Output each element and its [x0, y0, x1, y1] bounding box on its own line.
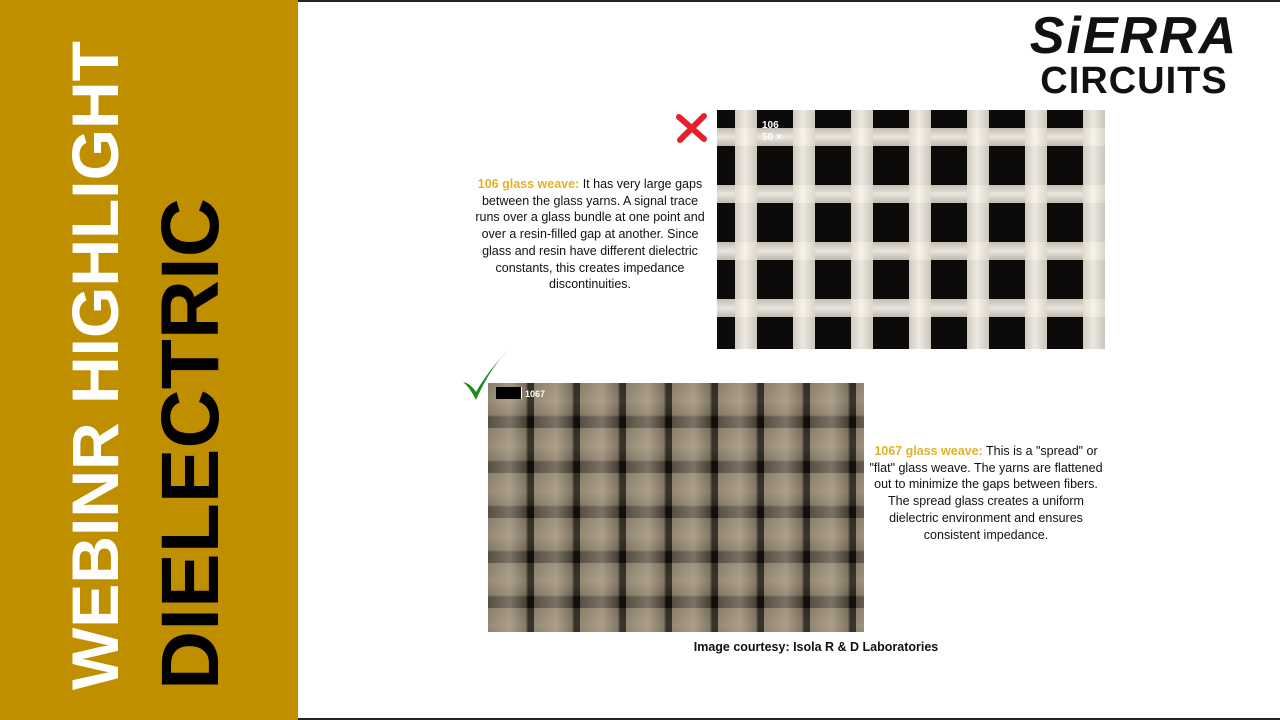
weave-1067-description	[866, 443, 1106, 543]
weave-1067-micrograph	[488, 383, 864, 632]
topic-heading: DIELECTRIC	[145, 198, 236, 690]
x-mark-icon	[674, 110, 710, 146]
weave-106-micrograph	[717, 110, 1105, 349]
logo-wordmark-top: SiERRA	[1029, 7, 1239, 65]
weave-106-description	[474, 176, 706, 293]
frame-top-border	[298, 0, 1280, 2]
company-logo	[1000, 7, 1268, 102]
micrograph-label: 106 50 ×	[762, 120, 782, 143]
micrograph-label: 1067	[525, 389, 546, 399]
weave-106-title: 106 glass weave:	[477, 177, 580, 191]
weave-106-body: It has very large gaps between the glass yarns. A signal trace runs over a glass bundle at one point and over a resin-filled gap at another. Since glass and resin have different dielectric constants, this creates impedance discontinuities.	[475, 177, 705, 292]
weave-1067-title: 1067 glass weave:	[874, 444, 983, 458]
logo-wordmark-bottom: CIRCUITS	[1040, 60, 1228, 102]
micrograph-scale-bar	[496, 387, 522, 399]
section-heading: WEBINR HIGHLIGHT	[58, 41, 132, 690]
title-band	[0, 0, 298, 720]
image-credit: Image courtesy: Isola R & D Laboratories	[693, 640, 939, 654]
weave-1067-body: This is a "spread" or "flat" glass weave. The yarns are flattened out to minimize the gaps between fibers. The spread glass creates a uniform dielectric environment and ensures consistent impedance.	[869, 444, 1103, 542]
